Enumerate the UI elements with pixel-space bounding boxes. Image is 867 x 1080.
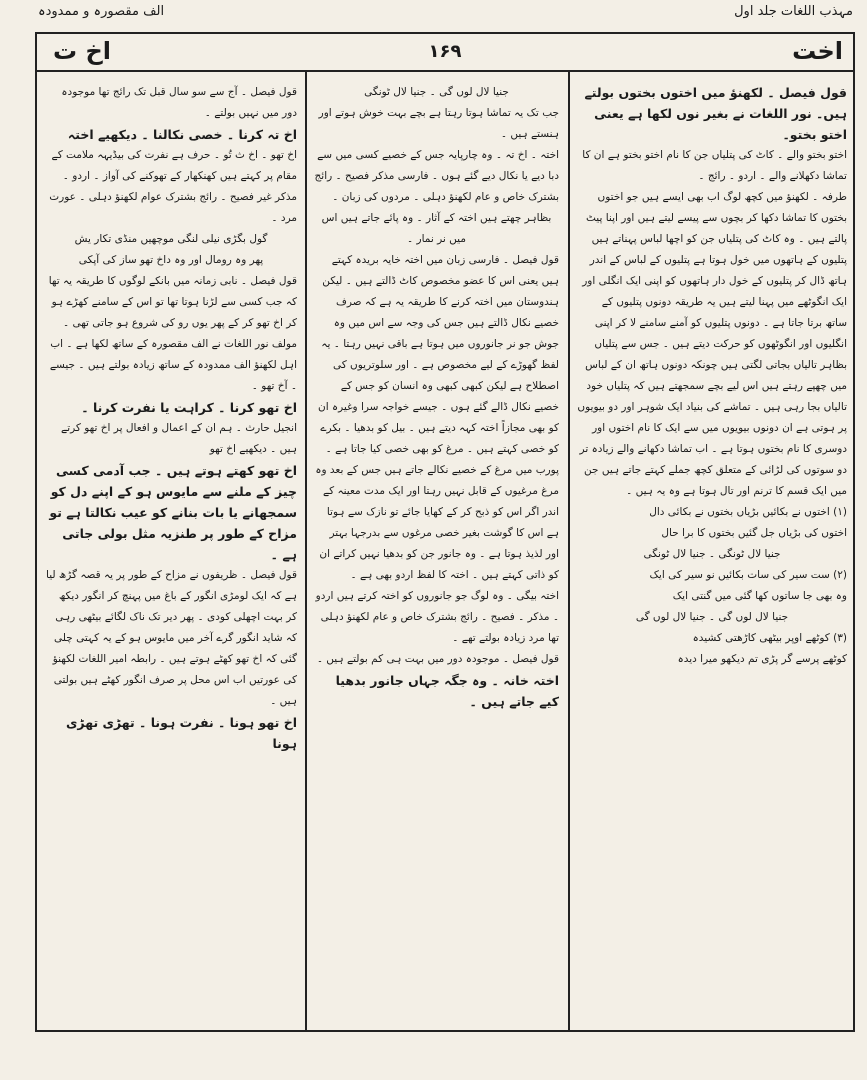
verse-line: (۳) کوٹھے اوپر بیٹھی کاڑھتی کشیدہ bbox=[692, 632, 847, 644]
header-word-right: اخت bbox=[792, 37, 843, 65]
entry-text: اخ تہ کرنا ۔ خصی نکالنا ۔ دیکھیے اختہ bbox=[67, 127, 297, 142]
running-head-section: الف مقصورہ و ممدودہ bbox=[38, 4, 165, 19]
running-head-volume: مہذب اللغات جلد اول bbox=[734, 4, 853, 19]
entry-text: قول فیصل ۔ آج سے سو سال قبل تک رائج تھا موجودہ دور میں نہیں بولتے ۔ bbox=[61, 86, 297, 119]
column-rule-left bbox=[305, 70, 307, 1030]
entry-text: اخ تھو کرنا ۔ کراہت یا نفرت کرنا ۔ bbox=[81, 400, 297, 415]
entry-text: اخ تھو ہونا ۔ نفرت ہونا ۔ تھڑی تھڑی ہونا bbox=[65, 715, 297, 751]
verse-line: جنیا لال لوں گی ۔ جنیا لال ٹونگی bbox=[364, 86, 509, 98]
entry-text: قول فیصل ۔ فارسی زبان میں اختہ خایہ بریدہ کہتے ہیں یعنی اس کا عضو مخصوص کاٹ ڈالتے ہیں ۔ لیکن ہندوستان میں اختہ کرنے کا طریقہ یہ ہے کہ صرف خصیے نکال ڈالتے ہیں جس کی وجہ سے اس میں وہ جوش جو نر جانوروں میں ہوتا ہے باقی نہیں رہتا ۔ یہ لفظ گھوڑے کے لیے مخصوص ہے ۔ اور سلوتریوں کی اصطلاح ہے لیکن کبھی کبھی وہ انسان کو جس کے خصیے نکال ڈالے گئے ہوں ۔ جیسے خواجہ سرا وغیرہ ان کو بھی مجازاً اختہ کہہ دیتے ہیں ۔ بیل کو بدھیا ۔ بکرے کو خصی کہتے ہیں ۔ مرغ کو بھی خصی کیا جاتا ہے ۔ پورب میں مرغ کے خصیے نکالے جاتے ہیں جس کے بعد وہ مرغ مرغیوں کے قابل نہیں رہتا اور ایک مدت معینہ کے اندر اگر اس کو ذبح کر کے کھایا جائے تو نازک سے ہوتا ہے اس کا گوشت بغیر خصی مرغوں سے بدرجہا بہتر اور لذیذ ہوتا ہے ۔ وہ جانور جن کو بدھیا نہیں کراتے ان کو ذاتی کہتے ہیں ۔ اختہ کا لفظ اردو بھی ہے ۔ bbox=[315, 254, 559, 581]
entry-text: اخ تھو ۔ اخ ث تُو ۔ حرف ہے نفرت کی بیڈیہہ ملامت کے مقام پر کہتے ہیں کھنکھار کے تھوکنے کی آواز ۔ اردو ۔ مذکر غیر فصیح ۔ رائج بشترک عوام لکھنؤ دہلی ۔ عورت مرد ۔ bbox=[49, 149, 297, 224]
header-row bbox=[37, 34, 853, 72]
entry-text: قول فیصل ۔ ظریفوں نے مزاح کے طور پر یہ قصہ گڑھ لیا ہے کہ ایک لومڑی انگور کے باغ میں پہنچ کر انگور دیکھ کر بہت اچھلی کودی ۔ پھر دیر تک ناک لگائے بیٹھی رہی کہ شاید انگور گرے آخر میں مایوس ہو کے یہ کہتی چلی گئی کہ اخ تھو کھٹے ہوتے ہیں ۔ رابطہ امیر اللغات لکھنؤ کی عورتیں اب اس محل پر صرف انگور کھٹے ہیں بولتی ہیں ۔ bbox=[46, 569, 297, 707]
entry-text: اختہ خانہ ۔ وہ جگہ جہاں جانور بدھیا کیے جاتے ہیں ۔ bbox=[335, 673, 559, 709]
verse-line: (۲) ست سیر کی سات بکائیں نو سیر کی ایک bbox=[649, 569, 847, 581]
verse-line: اختوں کی بڑیاں جل گئیں بختوں کا برا حال bbox=[661, 527, 847, 539]
entry-text: جب تک یہ تماشا ہوتا رہتا ہے بچے بہت خوش ہوتے اور ہنستے ہیں ۔ bbox=[318, 107, 559, 140]
column-right bbox=[577, 82, 847, 1022]
entry-text: قول فیصل ۔ موجودہ دور میں بہت ہی کم بولتے ہیں ۔ bbox=[316, 653, 559, 665]
entry-text: قول فیصل ۔ نابی زمانہ میں بانکے لوگوں کا طریقہ یہ تھا کہ جب کسی سے لڑنا ہوتا تھا تو اس کے سامنے کھڑے ہو کر اخ تھو کر کے پھر یوں رو کی شروع ہو جاتی تھی ۔ مولف نور اللغات نے الف مقصورہ کے ساتھ لکھا ہے ۔ اب اہل لکھنؤ الف ممدودہ کے ساتھ زیادہ بولتے ہیں ۔ جیسے ۔ آخ تھو ۔ bbox=[48, 275, 297, 392]
page-frame bbox=[35, 32, 855, 1032]
verse-line: جنیا لال لوں گی ۔ جنیا لال لوں گی bbox=[635, 611, 789, 623]
verse-line: (۱) اختوں نے بکائیں بڑیاں بختوں نے بکائی دال bbox=[649, 506, 847, 518]
entry-text: انجیل حارث ۔ ہم ان کے اعمال و افعال پر اخ تھو کرتے ہیں ۔ دیکھیے اخ تھو bbox=[61, 422, 297, 455]
entry-text: طرفہ ۔ لکھنؤ میں کچھ لوگ اب بھی ایسے ہیں جو اختوں بختوں کا تماشا دکھا کر بچوں سے پیسے لیتے ہیں اور اپنا پیٹ پالتے ہیں ۔ وہ کاٹ کی پتلیاں جن کو اچھا لباس پہناتے ہیں پتلیوں کے ہاتھوں میں خول ہوتا ہے پتلیوں کے لباس کے اندر ہاتھ ڈال کر پتلیوں کے خول دار ہاتھوں کو اپنی ایک انگلی اور ایک انگوٹھے میں پہنا لیتے ہیں یہ طریقہ دونوں پتلیوں کے ساتھ برتا جاتا ہے ۔ دونوں پتلیوں کو آمنے سامنے لا کر اپنی انگلیوں اور انگوٹھوں کو حرکت دیتے ہیں ۔ جس سے پتلیاں بظاہر تالیاں بجاتی لگتی ہیں چونکہ دونوں ہاتھ ان کے لباس میں چھپے رہتے ہیں اس لیے بچے سمجھتے ہیں کہ پتلیاں خود تالیاں بجا رہی ہیں ۔ تماشے کی بنیاد ایک شوہر اور دو بیویوں پر ہوتی ہے ان دونوں بیویوں میں سے ایک کا نام اختوں اور دوسری کا نام بختوں ہوتا ہے ۔ اب تماشا دکھانے والے زیادہ تر دو سوتوں کی لڑائی کے متعلق کچھ جملے کہتے جاتے ہیں جن میں ایک قسم کا ترنم اور تال ہوتا ہے وہ یہ ہیں ۔ bbox=[577, 191, 847, 497]
entry-text: اختہ بیگی ۔ وہ لوگ جو جانوروں کو اختہ کرتے ہیں اردو ۔ مذکر ۔ فصیح ۔ رائج بشترک خاص و عام لکھنؤ دہلی تھا مرد زیادہ بولتے تھے ۔ bbox=[315, 590, 559, 644]
header-word-left: اخ ت bbox=[53, 37, 111, 65]
verse-line: وہ بھی جا ساتوں کھا گئی میں گنتی ایک bbox=[672, 590, 847, 602]
verse-line: پھر وہ رومال اور وہ داخ تھو ساز کی آپکی bbox=[78, 254, 264, 266]
verse-line: بظاہر چھتے ہیں اختہ کے آثار ۔ وہ پائے جاتے ہیں اس میں نر نمار ۔ bbox=[321, 212, 552, 245]
verse-line: کوٹھے پرسے گر پڑی تم دیکھو میرا دیدہ bbox=[677, 653, 847, 665]
column-left bbox=[45, 82, 297, 1022]
page-number: ۱۶۹ bbox=[428, 41, 462, 62]
entry-text: اختو بختو والے ۔ کاٹ کی پتلیاں جن کا نام اختو بختو ہے ان کا تماشا دکھلانے والے ۔ اردو ۔ رائج ۔ bbox=[582, 149, 847, 182]
column-rule-right bbox=[568, 70, 570, 1030]
entry-text: قول فیصل ۔ لکھنؤ میں اختوں بختوں بولتے ہیں۔ نور اللغات نے بغیر نوں لکھا ہے یعنی اختو بختو۔ bbox=[584, 85, 847, 142]
verse-line: گول بگڑی نیلی لنگی موچھیں منڈی تکار یش bbox=[74, 233, 268, 245]
entry-text: اختہ ۔ اخ تہ ۔ وہ چارپایہ جس کے خصیے کسی میں سے دبا دیے یا نکال دیے گئے ہوں ۔ فارسی مذکر فصیح ۔ رائج بشترک خاص و عام لکھنؤ دہلی ۔ مردوں کی زبان ۔ bbox=[314, 149, 559, 203]
verse-line: جنیا لال ٹونگی ۔ جنیا لال ٹونگی bbox=[643, 548, 781, 560]
column-middle bbox=[314, 82, 559, 1022]
entry-text: اخ تھو کھتے ہوتے ہیں ۔ جب آدمی کسی چیز کے ملنے سے مایوس ہو کے اپنے دل کو سمجھانے یا بات بنانے کو عیب نکالتا ہے تو مزاح کے طور پر طنزیہ مثل بولی جاتی ہے ۔ bbox=[49, 463, 297, 562]
